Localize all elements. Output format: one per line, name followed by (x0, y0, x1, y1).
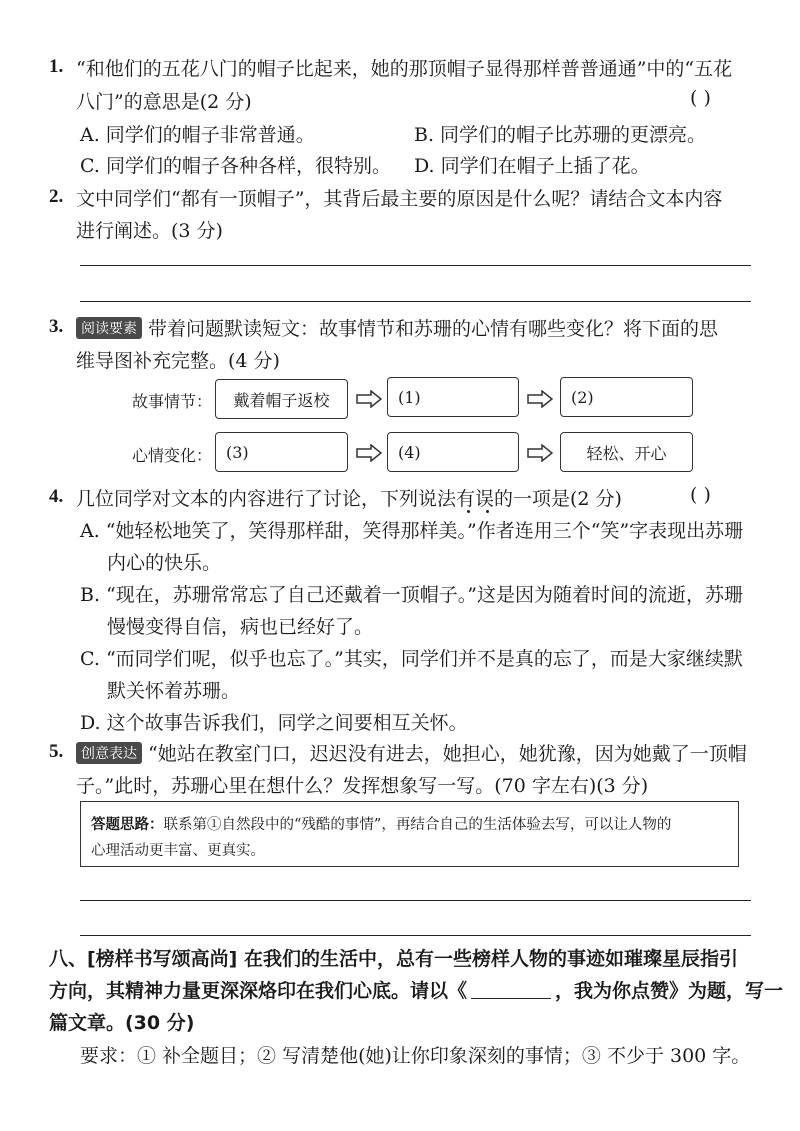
title-blank[interactable] (471, 980, 551, 999)
q4-option-c-line2: 默关怀着苏珊。 (107, 680, 241, 702)
arrow-right-icon (356, 390, 382, 408)
q4-option-b-line1: B. “现在，苏珊常常忘了自己还戴着一顶帽子。”这是因为随着时间的流逝，苏珊 (80, 584, 743, 606)
q1-option-c: C. 同学们的帽子各种各样，很特别。 (80, 155, 391, 177)
q1-option-d: D. 同学们在帽子上插了花。 (414, 155, 650, 177)
q4-answer-paren: ( ) (690, 484, 711, 506)
section8-line2: 方向，其精神力量更深深烙印在我们心底。请以《 ，我为你点赞》为题，写一 (49, 980, 784, 1002)
plot-box-2-blank[interactable]: (1) (387, 377, 519, 417)
q3-tag: 阅读要素 (76, 317, 142, 339)
mood-label: 心情变化： (132, 446, 213, 465)
q4-option-b-line2: 慢慢变得自信，病也已经好了。 (107, 616, 374, 638)
q3-stem-line2: 维导图补充完整。(4 分) (76, 350, 280, 372)
q4-stem: 几位同学对文本的内容进行了讨论，下列说法有误的一项是(2 分) (76, 488, 622, 510)
section8-requirements: 要求：① 补全题目；② 写清楚他(她)让你印象深刻的事情；③ 不少于 300 字。 (80, 1045, 751, 1067)
q2-number: 2. (49, 186, 64, 207)
arrow-right-icon (527, 444, 553, 462)
arrow-right-icon (527, 390, 553, 408)
section8-line1: 八、[榜样书写颂高尚] 在我们的生活中，总有一些榜样人物的事迹如璀璨星辰指引 (49, 948, 738, 970)
plot-label: 故事情节： (132, 392, 213, 411)
q5-answer-line-1[interactable] (80, 900, 751, 901)
mood-box-2-blank[interactable]: (4) (387, 432, 519, 472)
answer-tip-box (80, 801, 739, 867)
q4-option-a-line1: A. “她轻松地笑了，笑得那样甜，笑得那样美。”作者连用三个“笑”字表现出苏珊 (80, 520, 744, 542)
plot-box-3-blank[interactable]: (2) (560, 377, 693, 417)
q1-answer-paren: ( ) (690, 87, 711, 109)
q2-stem-line2: 进行阐述。(3 分) (76, 220, 223, 242)
plot-box-1: 戴着帽子返校 (215, 379, 348, 419)
q4-option-a-line2: 内心的快乐。 (107, 552, 222, 574)
q5-answer-line-2[interactable] (80, 935, 751, 936)
q4-option-d: D. 这个故事告诉我们，同学之间要相互关怀。 (80, 712, 468, 734)
mood-box-1-blank[interactable]: (3) (215, 432, 348, 472)
q5-number: 5. (49, 741, 64, 762)
q3-stem-line1: 阅读要素 带着问题默读短文：故事情节和苏珊的心情有哪些变化？将下面的思 (76, 314, 718, 341)
emphasis-dot (467, 510, 470, 513)
q5-tag: 创意表达 (76, 742, 142, 764)
q4-option-c-line1: C. “而同学们呢，似乎也忘了。”其实，同学们并不是真的忘了，而是大家继续默 (80, 648, 743, 670)
q4-number: 4. (49, 486, 64, 507)
q1-number: 1. (49, 56, 64, 77)
q1-stem-line2: 八门”的意思是(2 分) (76, 91, 252, 113)
emphasis-dot (486, 510, 489, 513)
q1-stem-line1: “和他们的五花八门的帽子比起来，她的那顶帽子显得那样普普通通”中的“五花 (76, 58, 733, 80)
q5-stem-line1: 创意表达 “她站在教室门口，迟迟没有进去，她担心，她犹豫，因为她戴了一顶帽 (76, 739, 747, 766)
tip-text: 联系第①自然段中的“残酷的事情”，再结合自己的生活体验去写，可以让人物的 (163, 817, 672, 833)
tip-title: 答题思路： (91, 817, 164, 833)
q3-number: 3. (49, 316, 64, 337)
q5-stem-line2: 子。”此时，苏珊心里在想什么？发挥想象写一写。(70 字左右)(3 分) (76, 775, 649, 797)
q1-option-b: B. 同学们的帽子比苏珊的更漂亮。 (414, 124, 707, 146)
q2-answer-line-2[interactable] (80, 301, 751, 302)
q2-stem-line1: 文中同学们“都有一顶帽子”，其背后最主要的原因是什么呢？请结合文本内容 (76, 188, 723, 210)
tip-text-2: 心理活动更丰富、更真实。 (91, 843, 265, 859)
mood-box-3: 轻松、开心 (560, 432, 693, 472)
q2-answer-line-1[interactable] (80, 265, 751, 266)
arrow-right-icon (356, 444, 382, 462)
section8-line3: 篇文章。(30 分) (49, 1012, 195, 1034)
q1-option-a: A. 同学们的帽子非常普通。 (80, 124, 315, 146)
